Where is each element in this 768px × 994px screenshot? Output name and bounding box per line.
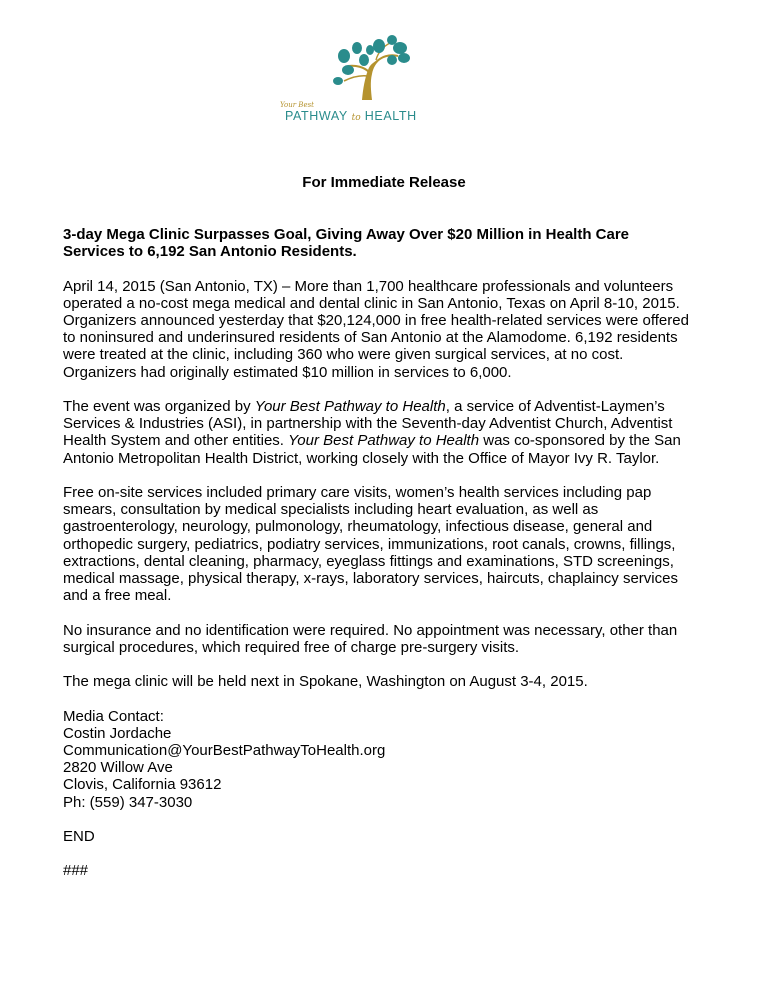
text-line: gastroenterology, neurology, pulmonology, rheumatology, infectious disease, general and — [63, 518, 653, 536]
release-heading: For Immediate Release — [302, 174, 466, 191]
text-line: were treated at the clinic, including 360 who were given surgical services, at no cost. — [63, 346, 624, 364]
paragraph-organizers — [63, 398, 713, 467]
hash-text: ### — [63, 862, 89, 880]
text-line: Free on-site services included primary care visits, women’s health services including pap — [63, 484, 652, 501]
paragraph-next-clinic — [63, 673, 713, 690]
text-line: surgical procedures, which required free of charge pre-surgery visits. — [63, 638, 520, 656]
text-line: extractions, dental cleaning, pharmacy, eyeglass fittings and examinations, STD screenings, — [63, 552, 674, 570]
contact-name: Costin Jordache — [63, 724, 172, 742]
end-text: END — [63, 828, 95, 845]
text-line: smears, consultation by medical specialists including heart evaluation, as well as — [63, 501, 599, 519]
logo-word-pathway: PATHWAY — [285, 109, 348, 123]
text-line — [63, 398, 713, 415]
headline-line: Services to 6,192 San Antonio Residents. — [63, 243, 357, 261]
text-segment: , a service of Adventist-Laymen’s — [445, 398, 665, 415]
media-contact-block — [63, 708, 713, 811]
text-line: operated a no-cost mega medical and dental clinic in San Antonio, Texas on April 8-10, 2015. — [63, 294, 680, 312]
text-segment: was co-sponsored by the San — [479, 432, 681, 450]
contact-phone: Ph: (559) 347-3030 — [63, 793, 193, 811]
press-release-body — [63, 226, 713, 880]
organization-name: Your Best Pathway to Health — [288, 432, 480, 450]
headline — [63, 226, 713, 260]
text-line: Organizers announced yesterday that $20,124,000 in free health-related services were offered — [63, 312, 689, 329]
text-segment: Health System and other entities. — [63, 432, 289, 450]
text-segment: The event was organized by — [63, 398, 255, 415]
paragraph-requirements — [63, 622, 713, 656]
contact-city: Clovis, California 93612 — [63, 776, 222, 794]
hash-marker — [63, 862, 713, 879]
end-marker — [63, 828, 713, 845]
text-line: medical massage, physical therapy, x-rays, laboratory services, haircuts, chaplaincy services — [63, 570, 678, 588]
text-line: Antonio Metropolitan Health District, working closely with the Office of Mayor Ivy R. Taylor. — [63, 449, 660, 467]
contact-label: Media Contact: — [63, 707, 164, 725]
logo-wordmark — [285, 109, 417, 125]
text-line: and a free meal. — [63, 587, 172, 605]
text-line: orthopedic surgery, pediatrics, podiatry services, immunizations, root canals, crowns, fillings, — [63, 535, 676, 553]
text-line: to noninsured and underinsured residents of San Antonio at the Alamodome. 6,192 residents — [63, 329, 678, 347]
text-line: April 14, 2015 (San Antonio, TX) – More than 1,700 healthcare professionals and volunteers — [63, 277, 674, 295]
pathway-to-health-logo — [280, 34, 460, 126]
logo-word-health: HEALTH — [364, 109, 417, 123]
contact-email: Communication@YourBestPathwayToHealth.org — [63, 742, 386, 759]
text-line — [63, 432, 713, 449]
paragraph-intro — [63, 278, 713, 381]
paragraph-services — [63, 484, 713, 604]
text-line: No insurance and no identification were required. No appointment was necessary, other than — [63, 621, 678, 639]
headline-line: 3-day Mega Clinic Surpasses Goal, Giving Away Over $20 Million in Health Care — [63, 226, 630, 243]
contact-street: 2820 Willow Ave — [63, 759, 173, 777]
organization-name: Your Best Pathway to Health — [254, 398, 446, 415]
logo-word-to: to — [351, 113, 361, 123]
logo-tagline-small: Your Best — [280, 101, 314, 109]
text-line: The mega clinic will be held next in Spokane, Washington on August 3-4, 2015. — [63, 673, 588, 691]
text-line: Services & Industries (ASI), in partnership with the Seventh-day Adventist Church, Adventist — [63, 415, 673, 433]
text-line: Organizers had originally estimated $10 million in services to 6,000. — [63, 363, 512, 381]
